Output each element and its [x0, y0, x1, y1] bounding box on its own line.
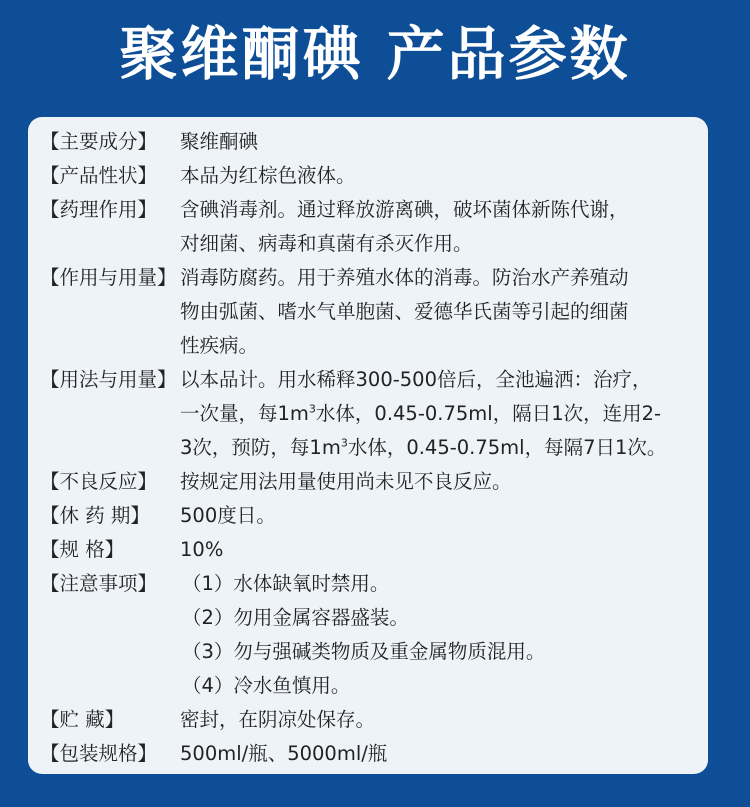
- row-label: 【注意事项】: [40, 572, 158, 595]
- value-line: 含碘消毒剂。通过释放游离碘，破坏菌体新陈代谢，: [180, 198, 629, 221]
- row-value: [180, 159, 690, 193]
- row-indication: [40, 261, 690, 363]
- row-label: 【不良反应】: [40, 470, 158, 493]
- value-line: 按规定用法用量使用尚未见不良反应。: [180, 470, 512, 493]
- row-label: 【用法与用量】: [40, 368, 177, 391]
- row-label: 【贮 藏】: [40, 708, 125, 731]
- superscript: 3: [308, 402, 316, 416]
- value-line: 500ml/瓶、5000ml/瓶: [180, 742, 388, 765]
- value-line: [180, 431, 690, 465]
- parameter-list: [40, 125, 690, 771]
- value-line: 本品为红棕色液体。: [180, 164, 356, 187]
- row-value: [180, 125, 690, 159]
- value-line: [180, 397, 690, 431]
- value-line: 以本品计。用水稀释300-500倍后，全池遍洒：治疗，: [180, 368, 652, 391]
- row-withdrawal-period: [40, 499, 690, 533]
- row-label: 【规 格】: [40, 538, 125, 561]
- value-line: 500度日。: [180, 504, 276, 527]
- row-value: [180, 533, 690, 567]
- value-line: 消毒防腐药。用于养殖水体的消毒。防治水产养殖动: [180, 266, 629, 289]
- row-value: [180, 703, 690, 737]
- value-text: 水体，0.45-0.75ml，每隔7日1次。: [347, 436, 667, 459]
- value-line: （4）冷水鱼慎用。: [182, 674, 351, 697]
- row-value: [180, 363, 690, 465]
- value-line: 对细菌、病毒和真菌有杀灭作用。: [180, 232, 473, 255]
- row-label: 【产品性状】: [40, 164, 158, 187]
- value-line: （3）勿与强碱类物质及重金属物质混用。: [182, 640, 546, 663]
- row-value: [180, 465, 690, 499]
- row-packaging: [40, 737, 690, 771]
- row-specification: [40, 533, 690, 567]
- row-label: 【包装规格】: [40, 742, 158, 765]
- row-label: 【主要成分】: [40, 130, 158, 153]
- row-value: [180, 193, 690, 261]
- row-label: 【休 药 期】: [40, 504, 150, 527]
- value-line: 10%: [180, 538, 224, 561]
- superscript: 3: [340, 436, 348, 450]
- row-label: 【药理作用】: [40, 198, 158, 221]
- value-line: （1）水体缺氧时禁用。: [182, 572, 390, 595]
- row-precautions: [40, 567, 690, 703]
- row-dosage: [40, 363, 690, 465]
- value-line: （2）勿用金属容器盛装。: [182, 606, 409, 629]
- row-value: [180, 567, 690, 703]
- row-main-ingredient: [40, 125, 690, 159]
- row-label: 【作用与用量】: [40, 266, 177, 289]
- row-value: [180, 261, 690, 363]
- row-storage: [40, 703, 690, 737]
- value-line: 聚维酮碘: [180, 130, 259, 153]
- row-value: [180, 499, 690, 533]
- value-line: 性疾病。: [180, 334, 259, 357]
- row-value: [180, 737, 690, 771]
- row-pharmacology: [40, 193, 690, 261]
- row-appearance: [40, 159, 690, 193]
- value-line: 密封，在阴凉处保存。: [180, 708, 376, 731]
- value-text: 一次量，每1m: [180, 402, 309, 425]
- row-adverse-reaction: [40, 465, 690, 499]
- value-text: 3次，预防，每1m: [180, 436, 341, 459]
- page-title: 聚维酮碘 产品参数: [119, 20, 631, 88]
- value-text: 水体，0.45-0.75ml，隔日1次，连用2-: [315, 402, 662, 425]
- value-line: 物由弧菌、嗜水气单胞菌、爱德华氏菌等引起的细菌: [180, 300, 629, 323]
